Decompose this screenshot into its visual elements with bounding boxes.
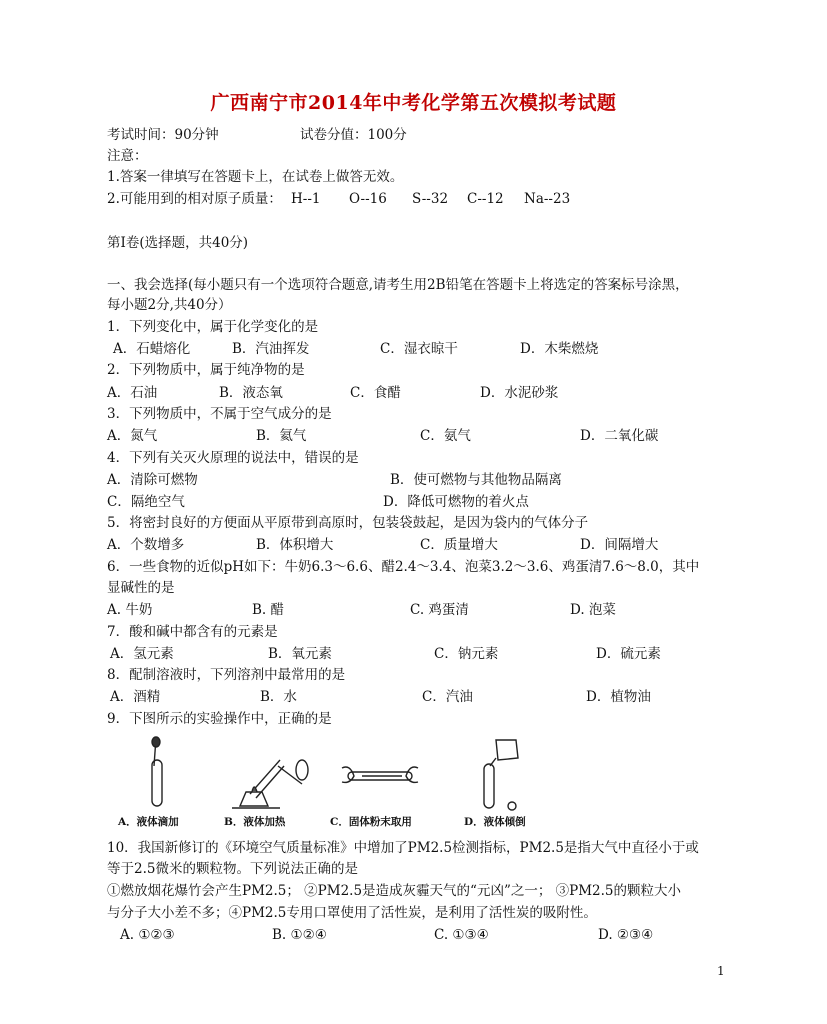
question-6-stem-cont: 显碱性的是 [107, 580, 175, 596]
part1-intro-line2: 每小题2分,共40分） [107, 297, 232, 313]
q7-option-c: C．钠元素 [434, 646, 499, 662]
q4-option-a: A．清除可燃物 [107, 472, 198, 488]
q3-option-b: B．氦气 [256, 428, 307, 444]
q8-option-d: D．植物油 [586, 689, 651, 705]
q5-option-b: B．体积增大 [256, 537, 334, 553]
q10-option-d: D. ②③④ [598, 927, 654, 943]
q4-option-c: C．隔绝空气 [107, 494, 185, 510]
question-8-stem: 8．配制溶液时，下列溶剂中最常用的是 [107, 667, 346, 683]
question-10-stem: 10．我国新修订的《环境空气质量标准》中增加了PM2.5检测指标，PM2.5是指大气中直径小于或 [107, 840, 699, 856]
powder-transfer-icon [342, 767, 418, 782]
q6-option-d: D. 泡菜 [570, 602, 616, 618]
question-6-stem: 6．一些食物的近似pH如下：牛奶6.3～6.6、醋2.4～3.4、泡菜3.2～3.6、鸡蛋清7.6～8.0，其中 [107, 559, 700, 575]
question-10-stem-4: 与分子大小差不多；④PM2.5专用口罩使用了活性炭，是利用了活性炭的吸附性。 [107, 905, 597, 921]
figure-caption-c: C．固体粉末取用 [330, 816, 412, 828]
notes-heading: 注意： [107, 148, 148, 164]
mass-h: H--1 [291, 191, 321, 207]
exam-time: 考试时间：90分钟 [107, 127, 219, 143]
q4-option-b: B．使可燃物与其他物品隔离 [390, 472, 562, 488]
q5-option-a: A．个数增多 [107, 537, 185, 553]
lab-operations-drawing [112, 736, 532, 816]
q7-option-a: A．氢元素 [110, 646, 174, 662]
question-5-stem: 5．将密封良好的方便面从平原带到高原时，包装袋鼓起，是因为袋内的气体分子 [107, 515, 589, 531]
question-3-stem: 3．下列物质中，不属于空气成分的是 [107, 406, 332, 422]
figure-caption-b: B．液体加热 [224, 816, 286, 828]
q1-option-b: B．汽油挥发 [232, 341, 310, 357]
q8-option-c: C．汽油 [422, 689, 473, 705]
q2-option-d: D．水泥砂浆 [480, 385, 559, 401]
mass-na: Na--23 [524, 191, 571, 207]
figure-caption-d: D．液体倾倒 [464, 816, 526, 828]
mass-s: S--32 [412, 191, 449, 207]
page-title: 广西南宁市2014年中考化学第五次模拟考试题 [210, 92, 617, 114]
page-number: 1 [717, 964, 725, 978]
question-10-stem-2: 等于2.5微米的颗粒物。下列说法正确的是 [107, 861, 358, 877]
q2-option-a: A．石油 [107, 385, 158, 401]
heating-test-tube-icon [232, 760, 308, 808]
note-1: 1.答案一律填写在答题卡上，在试卷上做答无效。 [107, 169, 404, 185]
q5-option-d: D．间隔增大 [580, 537, 659, 553]
question-9-stem: 9．下图所示的实验操作中，正确的是 [107, 711, 332, 727]
lab-operations-figure [112, 736, 532, 832]
question-4-stem: 4．下列有关灭火原理的说法中，错误的是 [107, 450, 359, 466]
mass-o: O--16 [349, 191, 387, 207]
question-7-stem: 7．酸和碱中都含有的元素是 [107, 624, 278, 640]
mass-c: C--12 [467, 191, 504, 207]
question-2-stem: 2．下列物质中，属于纯净物的是 [107, 362, 305, 378]
q6-option-a: A. 牛奶 [107, 602, 153, 618]
q3-option-c: C．氨气 [420, 428, 471, 444]
q4-option-d: D．降低可燃物的着火点 [383, 494, 529, 510]
note-2-prefix: 2.可能用到的相对原子质量： [107, 191, 282, 207]
q8-option-a: A．酒精 [110, 689, 161, 705]
exam-score: 试卷分值：100分 [300, 127, 407, 143]
q1-option-c: C．湿衣晾干 [380, 341, 458, 357]
q3-option-a: A．氮气 [107, 428, 158, 444]
q6-option-b: B. 醋 [252, 602, 285, 618]
q10-option-b: B. ①②④ [272, 927, 327, 943]
part1-intro-line1: 一、我会选择(每小题只有一个选项符合题意,请考生用2B铅笔在答题卡上将选定的答案标号涂黑， [107, 277, 689, 293]
figure-caption-a: A．液体滴加 [118, 816, 179, 828]
pouring-liquid-icon [484, 740, 518, 810]
question-1-stem: 1．下列变化中，属于化学变化的是 [107, 319, 319, 335]
question-10-stem-3: ①燃放烟花爆竹会产生PM2.5； ②PM2.5是造成灰霾天气的“元凶”之一； ③PM2.5的颗粒大小 [107, 883, 682, 899]
q7-option-d: D．硫元素 [596, 646, 661, 662]
q8-option-b: B．水 [260, 689, 297, 705]
section-heading: 第Ⅰ卷(选择题，共40分) [107, 235, 249, 251]
dropper-test-tube-icon [152, 737, 162, 806]
q10-option-a: A. ①②③ [120, 927, 175, 943]
q2-option-c: C．食醋 [350, 385, 401, 401]
q7-option-b: B．氧元素 [268, 646, 332, 662]
q2-option-b: B．液态氧 [219, 385, 283, 401]
q10-option-c: C. ①③④ [434, 927, 489, 943]
q3-option-d: D．二氧化碳 [580, 428, 659, 444]
q1-option-a: A．石蜡熔化 [113, 341, 191, 357]
q1-option-d: D．木柴燃烧 [520, 341, 599, 357]
q5-option-c: C．质量增大 [420, 537, 498, 553]
q6-option-c: C. 鸡蛋清 [410, 602, 469, 618]
